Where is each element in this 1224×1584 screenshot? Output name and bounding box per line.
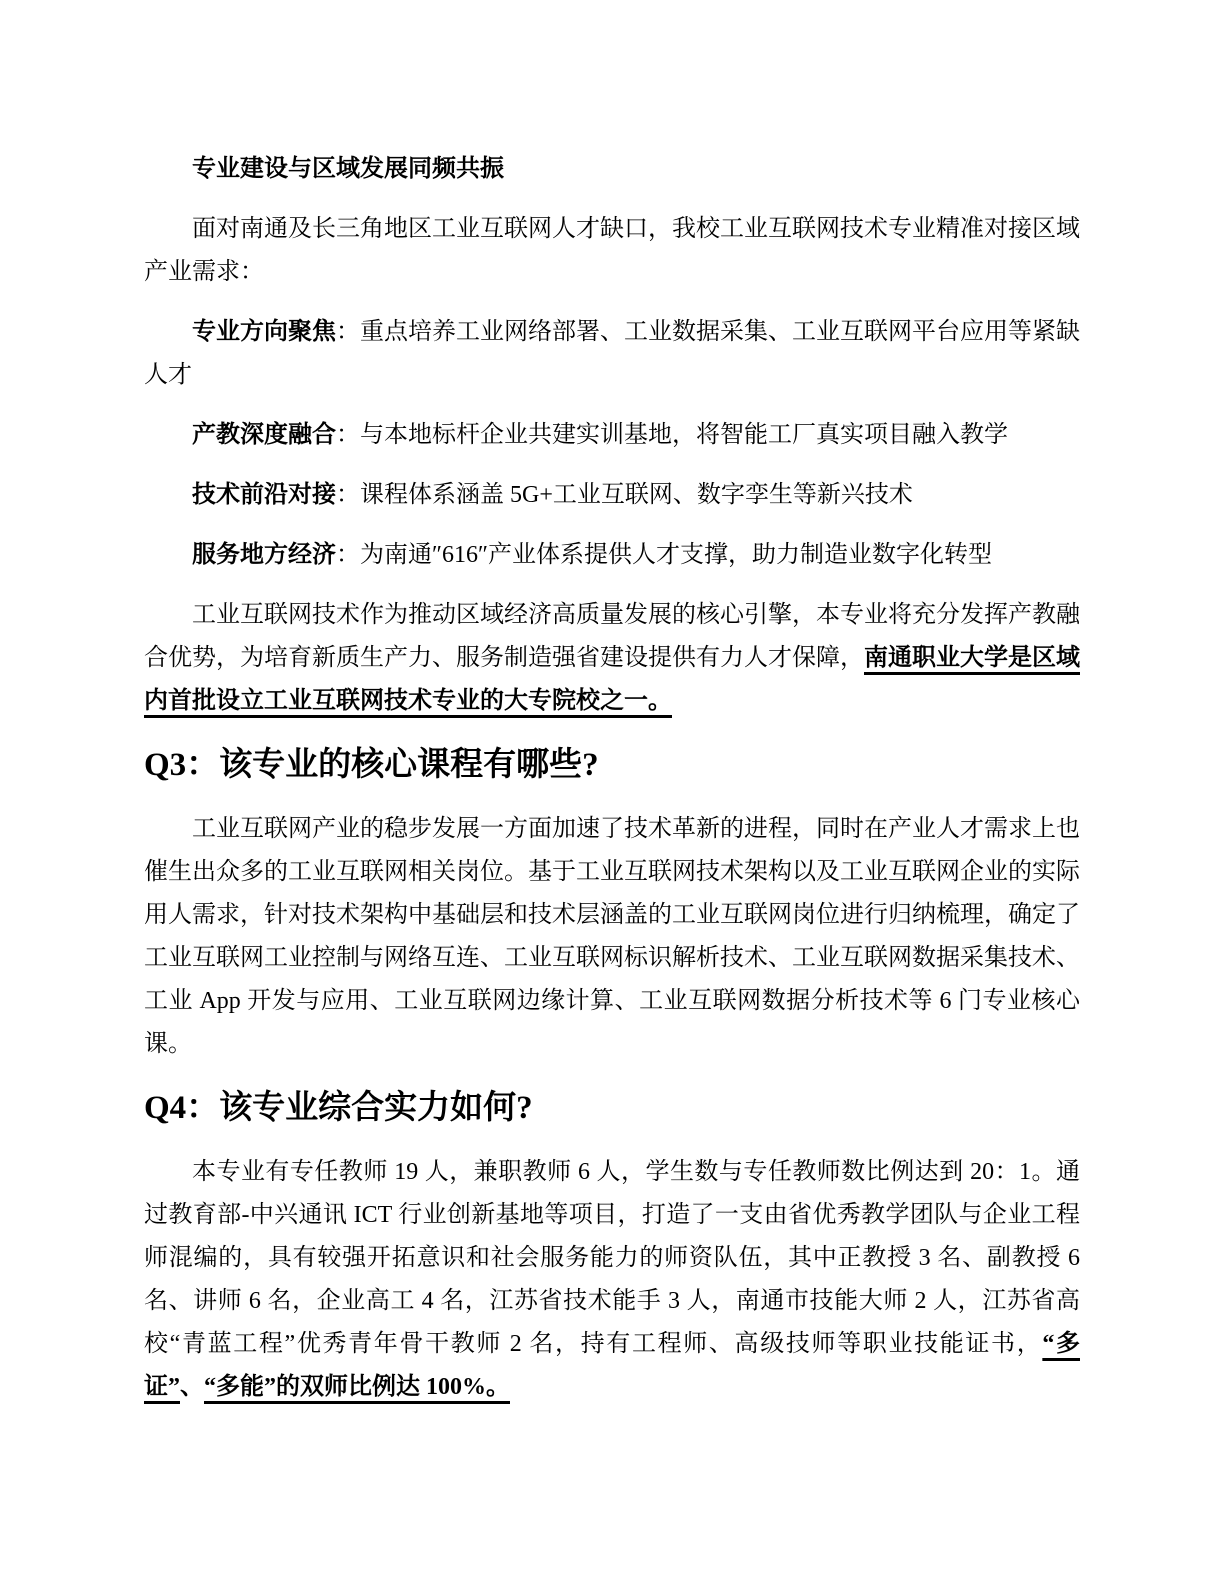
bullet-frontier-label: 技术前沿对接 bbox=[192, 482, 336, 508]
bullet-local-economy bbox=[144, 534, 1080, 577]
q3-body-paragraph bbox=[144, 808, 1080, 1066]
intro-text: 面对南通及长三角地区工业互联网人才缺口，我校工业互联网技术专业精准对接区域产业需求： bbox=[144, 216, 1080, 285]
bullet-frontier-separator: ： bbox=[336, 482, 360, 508]
bullet-integration-text: 与本地标杆企业共建实训基地，将智能工厂真实项目融入教学 bbox=[360, 422, 1008, 448]
bullet-focus-text: 重点培养工业网络部署、工业数据采集、工业互联网平台应用等紧缺人才 bbox=[144, 319, 1080, 388]
section-heading bbox=[144, 148, 1080, 191]
bullet-focus bbox=[144, 311, 1080, 397]
bullet-integration bbox=[144, 414, 1080, 457]
bullet-focus-label: 专业方向聚焦 bbox=[192, 319, 336, 345]
bullet-local-economy-label: 服务地方经济 bbox=[192, 542, 336, 568]
bullet-frontier-text: 课程体系涵盖 5G+工业互联网、数字孪生等新兴技术 bbox=[360, 482, 913, 508]
region-paragraph-emphasis: 南通职业大学是区域内首批设立工业互联网技术专业的大专院校之一。 bbox=[144, 645, 1080, 714]
q4-emphasis-duozheng: “多证” bbox=[144, 1331, 1080, 1400]
q3-heading: Q3：该专业的核心课程有哪些? bbox=[144, 747, 599, 783]
region-paragraph-normal: 工业互联网技术作为推动区域经济高质量发展的核心引擎，本专业将充分发挥产教融合优势，为培育新质生产力、服务制造强省建设提供有力人才保障， bbox=[144, 602, 1080, 671]
bullet-local-economy-separator: ： bbox=[336, 542, 360, 568]
intro-paragraph bbox=[144, 208, 1080, 294]
q4-emphasis-duoneng: “多能”的双师比例达 100%。 bbox=[204, 1374, 510, 1400]
section-heading-text: 专业建设与区域发展同频共振 bbox=[192, 156, 504, 182]
bullet-local-economy-text: 为南通″616″产业体系提供人才支撑，助力制造业数字化转型 bbox=[360, 542, 992, 568]
bullet-frontier bbox=[144, 474, 1080, 517]
bullet-integration-separator: ： bbox=[336, 422, 360, 448]
bullet-focus-separator: ： bbox=[336, 319, 360, 345]
q3-body-text: 工业互联网产业的稳步发展一方面加速了技术革新的进程，同时在产业人才需求上也催生出众多的工业互联网相关岗位。基于工业互联网技术架构以及工业互联网企业的实际用人需求，针对技术架构中基础层和技术层涵盖的工业互联网岗位进行归纳梳理，确定了工业互联网工业控制与网络互连、工业互联网标识解析技术、工业互联网数据采集技术、工业 App 开发与应用、工业互联网边缘计算、工业互联网数据分析技术等 6 门专业核心课。 bbox=[144, 816, 1080, 1057]
q4-body-paragraph bbox=[144, 1151, 1080, 1409]
region-paragraph bbox=[144, 594, 1080, 723]
q4-heading: Q4：该专业综合实力如何? bbox=[144, 1090, 533, 1126]
q4-body-normal: 本专业有专任教师 19 人，兼职教师 6 人，学生数与专任教师数比例达到 20：1。通过教育部-中兴通讯 ICT 行业创新基地等项目，打造了一支由省优秀教学团队与企业工程师混编的，具有较强开拓意识和社会服务能力的师资队伍，其中正教授 3 名、副教授 6 名、讲师 6 名，企业高工 4 名，江苏省技术能手 3 人，南通市技能大师 2 人，江苏省高校“青蓝工程”优秀青年骨干教师 2 名，持有工程师、高级技师等职业技能证书， bbox=[144, 1159, 1080, 1357]
bullet-integration-label: 产教深度融合 bbox=[192, 422, 336, 448]
q4-emphasis-separator: 、 bbox=[180, 1374, 204, 1400]
